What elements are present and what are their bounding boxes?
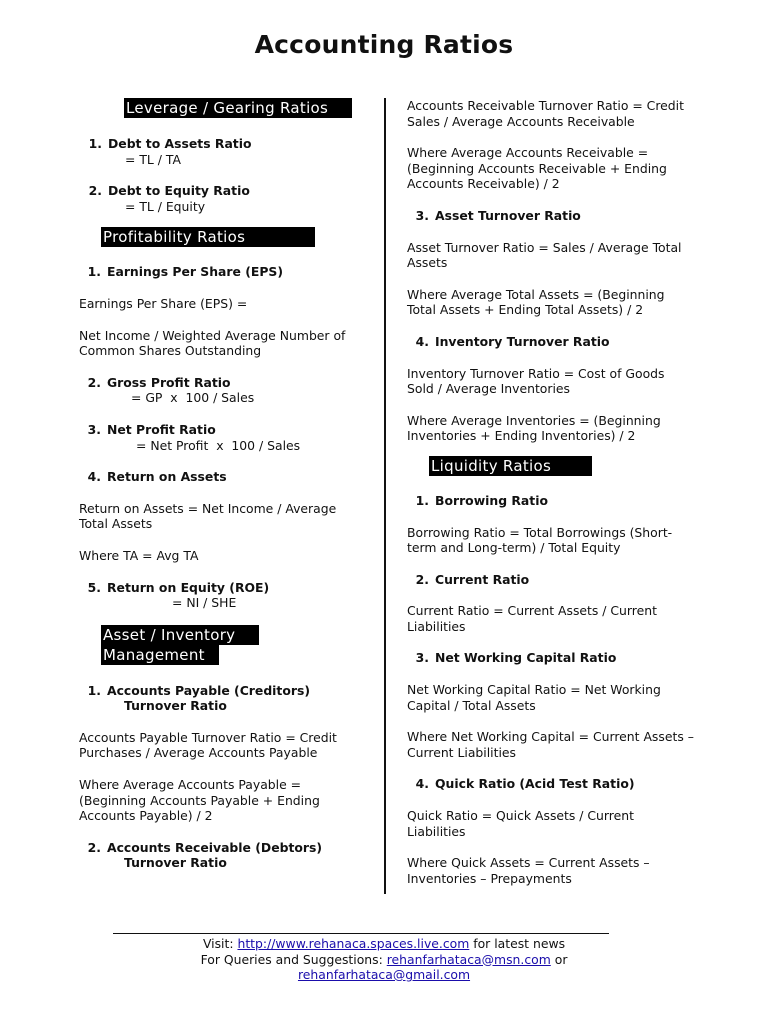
email-link-msn[interactable]: rehanfarhataca@msn.com	[386, 951, 551, 967]
formula-gross-profit: = GP x 100 / Sales	[131, 390, 255, 406]
footer-queries-prefix: For Queries and Suggestions:	[200, 951, 387, 967]
footer-email-line	[0, 967, 768, 983]
quick-line-2: Where Quick Assets = Current Assets – Inventories – Prepayments	[407, 855, 650, 886]
list-item-debt-to-assets: 1. Debt to Assets Ratio	[88, 136, 252, 151]
asset-heading-wrap	[79, 625, 369, 665]
footer-or: or	[550, 951, 568, 967]
footer-visit-line	[0, 936, 768, 952]
formula-net-profit: = Net Profit x 100 / Sales	[136, 437, 301, 453]
list-item-current-ratio: 2. Current Ratio	[415, 571, 530, 587]
eps-line-1: Earnings Per Share (EPS) =	[79, 295, 248, 311]
section-heading-liquidity: Liquidity Ratios	[429, 456, 592, 476]
list-item-debt-to-equity: 2. Debt to Equity Ratio	[88, 183, 250, 199]
section-heading-profitability: Profitability Ratios	[101, 227, 315, 247]
eps-line-2: Net Income / Weighted Average Number of Common Shares Outstanding	[79, 327, 346, 359]
current-line-1: Current Ratio = Current Assets / Current Liabilities	[407, 603, 657, 634]
formula-roe: = NI / SHE	[172, 595, 237, 611]
list-item-inventory-turnover: 4. Inventory Turnover Ratio	[415, 333, 610, 349]
footer	[0, 936, 768, 983]
borrowing-line-1: Borrowing Ratio = Total Borrowings (Short-term and Long-term) / Total Equity	[407, 524, 673, 556]
formula-debt-to-equity: = TL / Equity	[125, 198, 206, 214]
list-item-roe: 5. Return on Equity (ROE)	[87, 579, 270, 595]
list-item-gross-profit: 2. Gross Profit Ratio	[87, 374, 231, 390]
list-item-net-profit: 3. Net Profit Ratio	[87, 421, 216, 437]
list-item-roa: 4. Return on Assets	[87, 469, 227, 485]
inventory-line-2: Where Average Inventories = (Beginning Inventories + Ending Inventories) / 2	[407, 412, 661, 444]
list-item-accounts-payable: 1. Accounts Payable (Creditors)	[87, 682, 311, 698]
ar-text-1: Accounts Receivable Turnover Ratio = Credit Sales / Average Accounts Receivable	[407, 98, 684, 129]
accounts-payable-label-line2: Turnover Ratio	[124, 698, 227, 714]
roa-line-2: Where TA = Avg TA	[79, 547, 199, 563]
list-item-accounts-receivable: 2. Accounts Receivable (Debtors)	[87, 839, 323, 855]
list-item-nwc-ratio: 3. Net Working Capital Ratio	[415, 650, 617, 666]
footer-visit-suffix: for latest news	[469, 936, 566, 951]
site-link[interactable]: http://www.rehanaca.spaces.live.com	[237, 936, 470, 951]
footer-visit-prefix: Visit:	[202, 936, 238, 951]
list-item-quick-ratio: 4. Quick Ratio (Acid Test Ratio)	[415, 776, 635, 792]
formula-debt-to-assets: = TL / TA	[125, 151, 181, 167]
roa-line-1: Return on Assets = Net Income / Average Total Assets	[79, 500, 337, 532]
nwc-line-1: Net Working Capital Ratio = Net Working Capital / Total Assets	[407, 682, 661, 713]
right-column	[407, 98, 707, 886]
ar-text-2: Where Average Accounts Receivable = (Beginning Accounts Receivable + Ending Accounts Receivable) / 2	[407, 145, 667, 192]
section-heading-asset-line1: Asset / Inventory	[101, 625, 259, 645]
list-item-asset-turnover: 3. Asset Turnover Ratio	[415, 207, 581, 223]
inventory-line-1: Inventory Turnover Ratio = Cost of Goods Sold / Average Inventories	[407, 365, 665, 397]
section-heading-leverage: Leverage / Gearing Ratios	[124, 98, 352, 118]
column-divider	[384, 98, 386, 894]
accounts-receivable-label-line2: Turnover Ratio	[124, 855, 227, 871]
leverage-heading-wrap	[79, 98, 369, 118]
page-title: Accounting Ratios	[254, 30, 514, 59]
quick-line-1: Quick Ratio = Quick Assets / Current Liabilities	[407, 808, 634, 839]
footer-divider	[113, 933, 609, 934]
section-heading-asset-line2: Management	[101, 645, 219, 665]
left-column	[79, 98, 369, 871]
footer-queries-line	[0, 952, 768, 968]
email-link-gmail[interactable]: rehanfarhataca@gmail.com	[297, 967, 471, 982]
asset-turnover-line-1: Asset Turnover Ratio = Sales / Average Total Assets	[407, 239, 682, 271]
asset-turnover-line-2: Where Average Total Assets = (Beginning Total Assets + Ending Total Assets) / 2	[407, 286, 665, 318]
nwc-line-2: Where Net Working Capital = Current Assets – Current Liabilities	[407, 729, 694, 760]
list-item-eps: 1. Earnings Per Share (EPS)	[87, 264, 284, 280]
ap-line-1: Accounts Payable Turnover Ratio = Credit Purchases / Average Accounts Payable	[79, 729, 337, 761]
ap-line-2: Where Average Accounts Payable = (Beginning Accounts Payable + Ending Accounts Payable) / 2	[79, 777, 320, 824]
list-item-borrowing-ratio: 1. Borrowing Ratio	[415, 492, 548, 508]
